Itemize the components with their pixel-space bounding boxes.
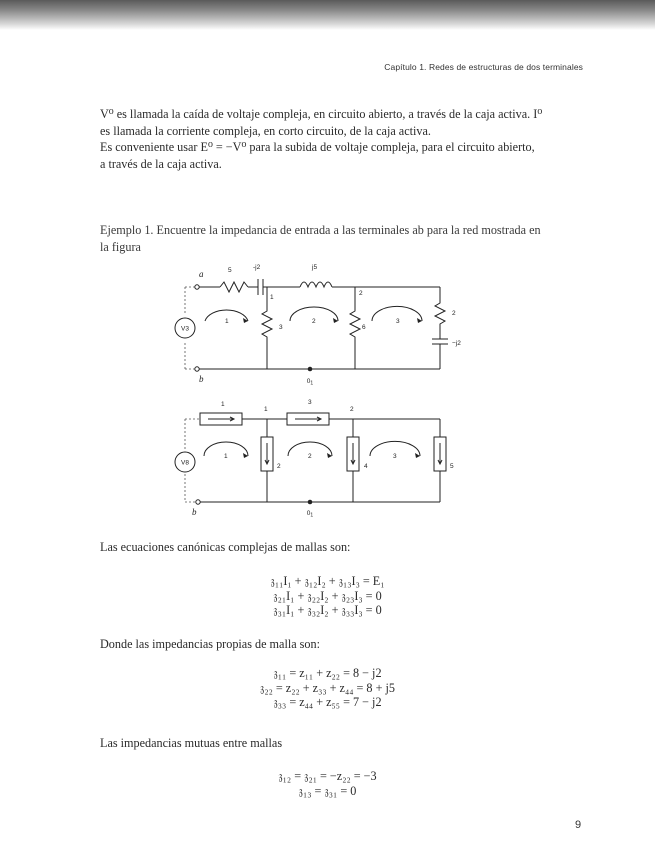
equation-line: 𝔷₁₁I₁ + 𝔷₁₂I₂ + 𝔷₁₃I₃ = E₁ (270, 574, 385, 588)
label-r3: 3 (279, 324, 283, 331)
mesh-2-label: 2 (312, 318, 316, 325)
terminal-b: b (192, 507, 197, 517)
label-r2: 2 (452, 310, 456, 317)
node-2-label: 2 (359, 290, 363, 297)
terminal-b: b (199, 374, 204, 384)
equation-line: 𝔷₁₂ = 𝔷₂₁ = −z₂₂ = −3 (278, 769, 377, 783)
label-l-j5: j5 (312, 264, 318, 271)
intro-line: es llamada la corriente compleja, en corto circuito, de la caja activa. (100, 123, 431, 138)
label-z3: 3 (308, 399, 312, 406)
circuit-figure-2 (160, 392, 480, 518)
resistor-6 (350, 287, 360, 369)
intro-paragraph (100, 106, 583, 172)
equation-line: 𝔷₁₃ = 𝔷₃₁ = 0 (298, 783, 357, 798)
resistor-2 (435, 287, 445, 339)
node-2-label: 2 (350, 406, 354, 413)
node-1-label: 1 (264, 406, 268, 413)
mesh-equations (0, 574, 655, 618)
mesh-equations-intro: Las ecuaciones canónicas complejas de mallas son: (100, 540, 351, 554)
example-line: la figura (100, 239, 141, 254)
terminal-a: a (199, 269, 204, 279)
label-z5: 5 (450, 463, 454, 470)
node-zero-label: $0_1$ (306, 510, 314, 518)
mesh-2-label: 2 (308, 453, 312, 460)
label-cap-top: -j2 (253, 264, 261, 271)
node-1-label: 1 (270, 294, 274, 301)
equation-line: 𝔷₂₁I₁ + 𝔷₂₂I₂ + 𝔷₂₃I₃ = 0 (273, 588, 382, 603)
page-number: 9 (575, 819, 582, 831)
equation-line: 𝔷₂₂ = z₂₂ + z₃₃ + z₄₄ = 8 + j5 (260, 680, 395, 695)
equation-line: 𝔷₃₁I₁ + 𝔷₃₂I₂ + 𝔷₃₃I₃ = 0 (273, 603, 382, 617)
label-z4: 4 (364, 463, 368, 470)
label-cap-right: −j2 (452, 340, 461, 347)
equation-line: 𝔷₁₁ = z₁₁ + z₂₂ = 8 − j2 (273, 666, 382, 680)
label-r6: 6 (362, 324, 366, 331)
intro-line: Es conveniente usar E⁰ = −V⁰ para la subida de voltaje compleja, para el circuito abierto, (100, 140, 535, 154)
circuit-figure-1 (160, 255, 480, 390)
intro-line: a través de la caja activa. (100, 156, 222, 171)
source-label: V3 (181, 325, 189, 333)
mutual-impedance-equations (0, 769, 655, 798)
node-zero-label: $0_1$ (306, 378, 314, 387)
source-label: V8 (181, 459, 189, 467)
example-line: Ejemplo 1. Encuentre la impedancia de entrada a las terminales ab para la red mostrada en (100, 223, 541, 237)
label-z1: 1 (221, 401, 225, 408)
equation-line: 𝔷₃₃ = z₄₄ + z₅₅ = 7 − j2 (273, 695, 382, 709)
scan-shadow (0, 0, 655, 30)
mesh-1-label: 1 (224, 453, 228, 460)
mesh-3-label: 3 (396, 318, 400, 325)
resistor-5 (220, 282, 248, 292)
inductor-j5 (300, 282, 332, 287)
node-zero (308, 367, 313, 372)
running-head: Capítulo 1. Redes de estructuras de dos terminales (384, 62, 583, 72)
self-impedance-equations (0, 666, 655, 710)
label-r5: 5 (228, 267, 232, 274)
mesh-1-label: 1 (225, 318, 229, 325)
mutual-impedance-intro: Las impedancias mutuas entre mallas (100, 736, 283, 750)
node-zero (308, 500, 313, 505)
mesh-3-label: 3 (393, 453, 397, 460)
example-statement (100, 222, 583, 255)
intro-line: V⁰ es llamada la caída de voltaje compleja, en circuito abierto, a través de la caja activa. I⁰ (100, 107, 543, 121)
self-impedance-intro: Donde las impedancias propias de malla son: (100, 637, 320, 651)
label-z2: 2 (277, 463, 281, 470)
